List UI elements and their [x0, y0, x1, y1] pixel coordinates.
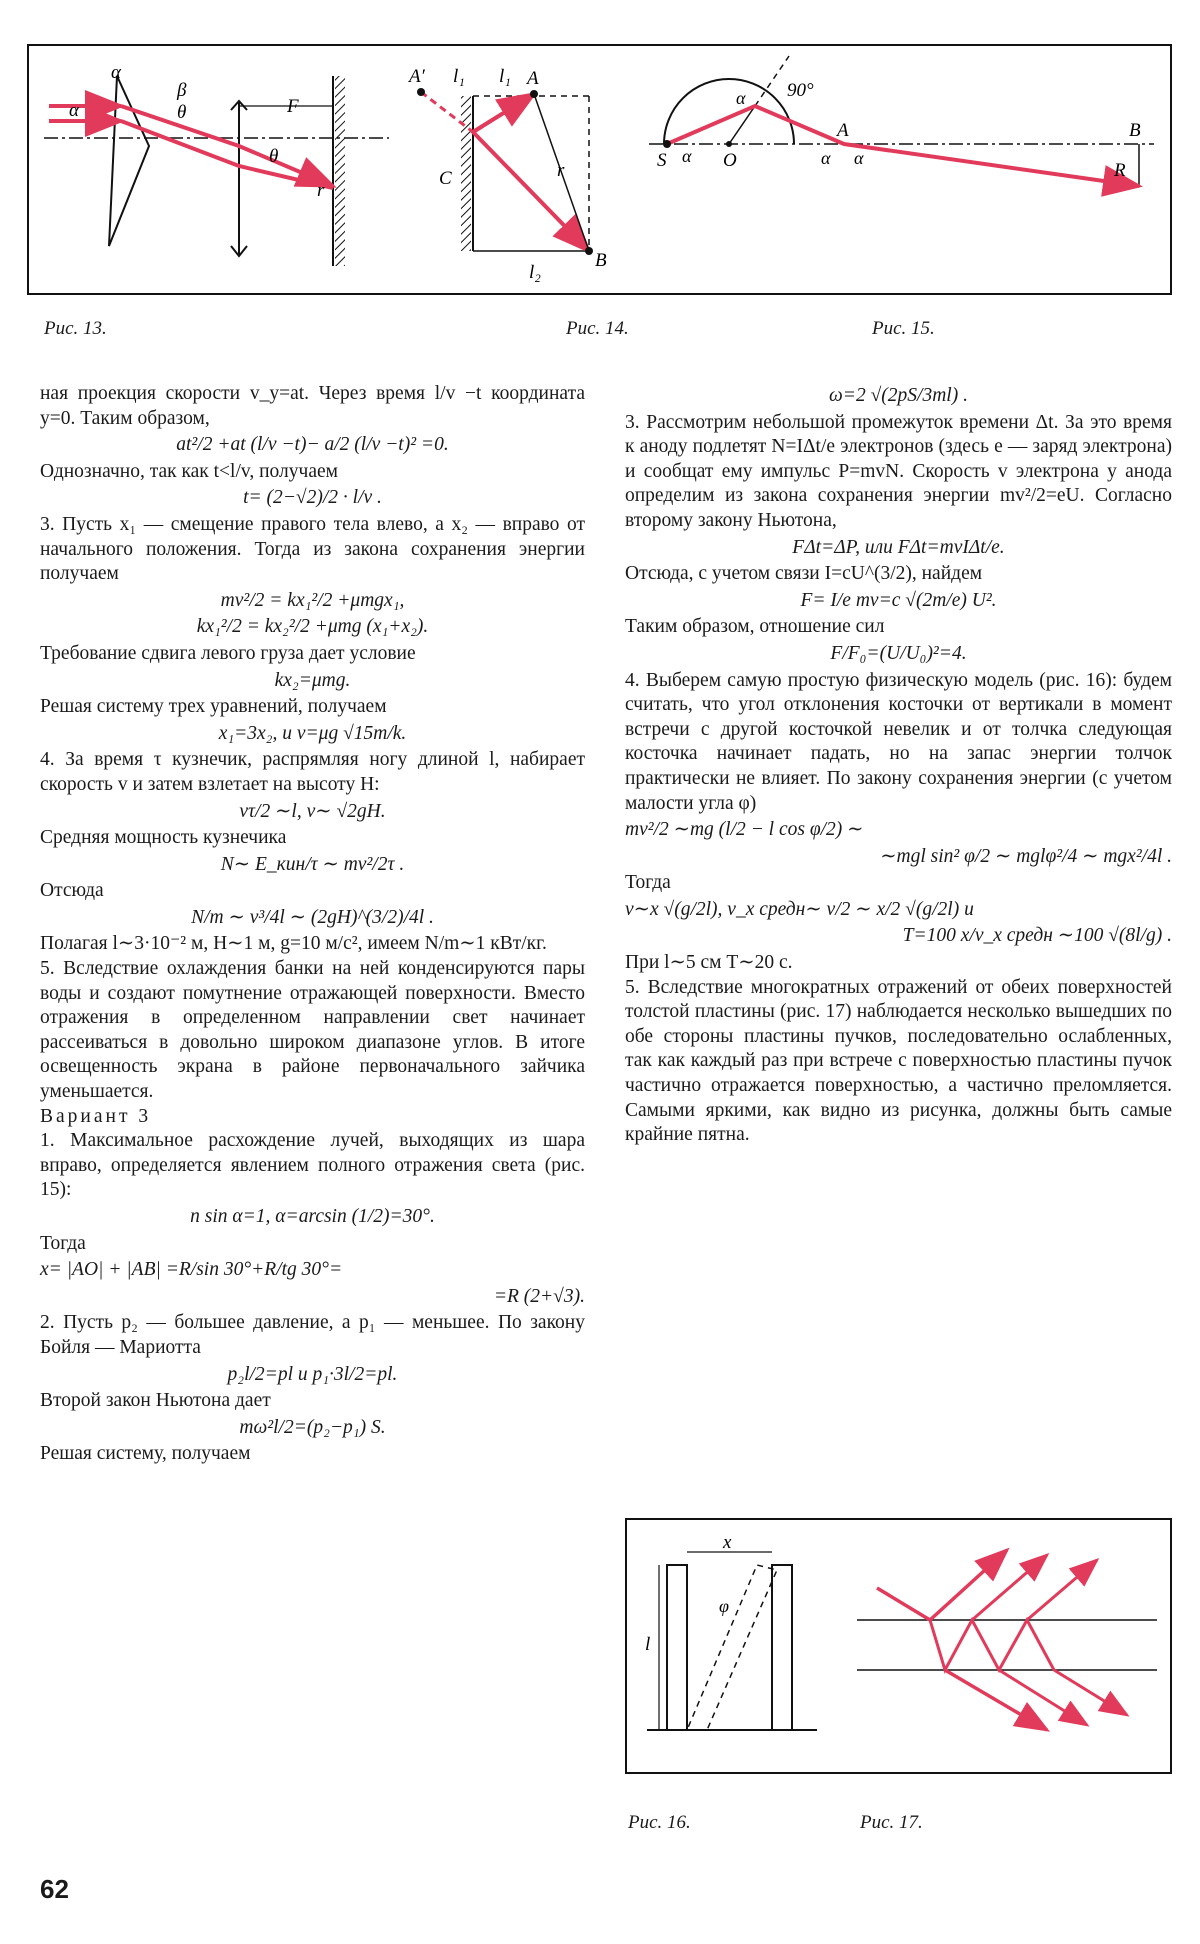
paragraph: Средняя мощность кузнечика [40, 827, 287, 849]
paragraph: 3. Пусть x₁ — смещение правого тела влево, а x₂ — вправо от начального положения. Тогда из закона сохранения энергии получаем [40, 513, 585, 585]
equation: at²/2 +at (l/v −t)− a/2 (l/v −t)² =0. [176, 434, 449, 456]
fig15-A: A [837, 120, 849, 141]
figures-13-14-15 [29, 46, 1174, 297]
fig15-alpha2: α [682, 146, 692, 166]
section-heading: Вариант 3 [40, 1105, 152, 1127]
fig14-C: C [439, 168, 452, 189]
fig14-r: r [557, 160, 565, 181]
fig15-S: S [657, 150, 667, 171]
equation: N∼ E_кин/τ ∼ mv²/2τ . [220, 853, 405, 875]
page-number: 62 [40, 1874, 69, 1904]
paragraph: Решая систему трех уравнений, получаем [40, 696, 387, 718]
fig14-diagram [407, 66, 607, 283]
paragraph: 5. Вследствие охлаждения банки на ней конденсируются пары воды и создают помутнение отражающей поверхности. Вместо отражения в определенном направлении свет начинает рассеиваться в довольно широком диапазоне углов. В итоге освещенность экрана в районе первоначального зайчика уменьшается. [40, 958, 585, 1103]
paragraph: 2. Пусть p₂ — большее давление, а p₁ — меньшее. По закону Бойля — Мариотта [40, 1312, 585, 1358]
equation: mω²l/2=(p₂−p₁) S. [239, 1416, 386, 1438]
equation: kx₂=μmg. [274, 669, 351, 691]
figure-panel-16-17 [625, 1518, 1172, 1774]
fig15-90deg: 90° [787, 80, 814, 101]
paragraph: 4. Выберем самую простую физическую модель (рис. 16): будем считать, что угол отклонения косточки от вертикали в момент встречи с другой косточкой невелик и от толчка следующая косточка начинает падать, но на запас энергии толчок практически не влияет. По закону сохранения энергии (с учетом малости угла φ) [625, 669, 1172, 814]
equation: F/F₀=(U/U₀)²=4. [830, 642, 967, 664]
equation: mv²/2 = kx₁²/2 +μmgx₁, [220, 589, 405, 611]
equation: T=100 x/v_x средн ∼100 √(8l/g) . [902, 925, 1172, 947]
paragraph: Второй закон Ньютона дает [40, 1390, 271, 1412]
equation: ∼mgl sin² φ/2 ∼ mglφ²/4 ∼ mgx²/4l . [880, 845, 1172, 867]
paragraph: Полагая l∼3·10⁻² м, H∼1 м, g=10 м/с², имеем N/m∼1 кВт/кг. [40, 933, 547, 955]
fig14-l1a: l₁ [453, 66, 465, 87]
paragraph: 1. Максимальное расхождение лучей, выходящих из шара вправо, определяется явлением полного отражения света (рис. 15): [40, 1130, 585, 1201]
equation: p₂l/2=pl и p₁·3l/2=pl. [227, 1363, 398, 1385]
equation: x₁=3x₂, и v=μg √15m/k. [218, 722, 407, 744]
fig16-caption: Рис. 16. [628, 1812, 691, 1833]
fig16-l: l [645, 1634, 651, 1655]
paragraph: Требование сдвига левого груза дает условие [40, 642, 416, 664]
paragraph: 5. Вследствие многократных отражений от обеих поверхностей толстой пластины (рис. 17) наблюдается несколько вышедших по обе стороны пластины пучков, последовательно ослабленных, так как каждый раз при встрече с поверхностью пластины пучок частично отражается поверхностью, а частично преломляется. Самыми яркими, как видно из рисунка, должны быть самые крайние пятна. [625, 976, 1172, 1146]
equation: mv²/2 ∼mg (l/2 − l cos φ/2) ∼ [625, 819, 864, 841]
equation: N/m ∼ v³/4l ∼ (2gH)^(3/2)/4l . [191, 906, 434, 928]
equation: n sin α=1, α=arcsin (1/2)=30°. [190, 1206, 435, 1227]
equation: vτ/2 ∼l, v∼ √2gH. [239, 800, 386, 822]
paragraph: Решая систему, получаем [40, 1443, 251, 1465]
fig13-F: F [287, 96, 299, 117]
figure-panel-13-15 [27, 44, 1172, 295]
fig13-diagram [44, 62, 389, 266]
fig14-B: B [595, 250, 607, 271]
fig16-diagram [645, 1532, 817, 1730]
fig15-alpha4: α [854, 148, 864, 168]
fig15-diagram [649, 56, 1154, 186]
fig15-alpha3: α [821, 148, 831, 168]
fig15-alpha1: α [736, 88, 746, 108]
paragraph: Тогда [40, 1232, 86, 1254]
paragraph: Таким образом, отношение сил [625, 616, 885, 638]
equation: F= I/e mv=c √(2m/e) U². [800, 589, 997, 611]
left-column [40, 382, 585, 1467]
fig14-A: A [527, 68, 539, 89]
fig17-caption: Рис. 17. [860, 1812, 923, 1833]
paragraph: При l∼5 см T∼20 с. [625, 952, 793, 974]
right-column [625, 382, 1172, 1148]
fig15-R: R [1114, 160, 1126, 181]
fig13-theta2: θ [269, 146, 279, 167]
fig17-diagram [857, 1550, 1157, 1730]
fig13-caption: Рис. 13. [44, 318, 107, 339]
figures-16-17 [627, 1520, 1174, 1776]
fig14-A1: A′ [409, 66, 425, 87]
paragraph: 3. Рассмотрим небольшой промежуток времени Δt. За это время к аноду подлетят N=IΔt/e электронов (здесь e — заряд электрона) и сообщат ему импульс P=mvN. Скорость v электрона у анода определим из закона сохранения энергии mv²/2=eU. Согласно второму закону Ньютона, [625, 411, 1172, 531]
equation: FΔt=ΔP, или FΔt=mvIΔt/e. [792, 536, 1005, 558]
paragraph: 4. За время τ кузнечик, распрямляя ногу длиной l, набирает скорость v и затем взлетает на высоту H: [40, 749, 585, 795]
equation: =R (2+√3). [493, 1285, 585, 1307]
fig14-l2: l₂ [529, 262, 541, 283]
paragraph: Тогда [625, 872, 671, 894]
paragraph: Однозначно, так как t<l/v, получаем [40, 460, 338, 482]
fig13-theta1: θ [177, 102, 187, 123]
paragraph: ная проекция скорости v_y=at. Через время l/v −t координата y=0. Таким образом, [40, 383, 585, 429]
equation: ω=2 √(2pS/3ml) . [829, 385, 968, 406]
equation: x= |AO| + |AB| =R/sin 30°+R/tg 30°= [40, 1259, 343, 1281]
paragraph: Отсюда [40, 880, 104, 902]
equation: kx₁²/2 = kx₂²/2 +μmg (x₁+x₂). [196, 616, 429, 638]
fig14-l1b: l₁ [499, 66, 511, 87]
paragraph: Отсюда, с учетом связи I=cU^(3/2), найдем [625, 563, 983, 585]
fig16-phi: φ [719, 1596, 729, 1616]
fig13-beta: β [177, 80, 187, 101]
equation: v∼x √(g/2l), v_x средн∼ v/2 ∼ x/2 √(g/2l) и [625, 898, 974, 920]
equation: t= (2−√2)/2 · l/v . [243, 487, 382, 509]
fig15-B: B [1129, 120, 1141, 141]
fig15-caption: Рис. 15. [872, 318, 935, 339]
fig13-alpha-top: α [111, 62, 121, 83]
fig13-alpha-left: α [69, 100, 79, 121]
fig15-O: O [723, 150, 737, 171]
fig14-caption: Рис. 14. [566, 318, 629, 339]
fig16-x: x [723, 1532, 732, 1553]
fig13-r: r [317, 180, 325, 201]
